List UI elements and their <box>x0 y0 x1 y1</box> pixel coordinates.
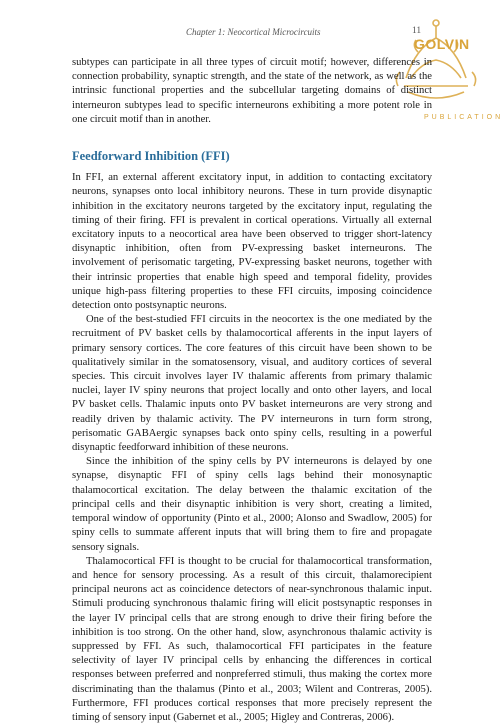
watermark-brand: GOLVIN <box>414 36 470 52</box>
paragraph: Since the inhibition of the spiny cells by PV interneurons is delayed by one synapse, disynaptic FFI of spiny cells lags behind their monosynaptic thalamocortical excitation. The delay between the thalamic excitation of the principal cells and their disynaptic inhibition is very short, creating a limited, temporal window of opportunity (Pinto et al., 2000; Alonso and Swadlow, 2005) for spiny cells to summate afferent inputs that will bring them to fire and propagate sensory signals. <box>72 456 432 553</box>
section-heading: Feedforward Inhibition (FFI) <box>72 149 230 164</box>
page-number: 11 <box>412 26 422 36</box>
paragraph: One of the best-studied FFI circuits in the neocortex is the one mediated by the recruitment of PV basket cells by thalamocortical afferents in the input layers of primary sensory cortices. The core features of this circuit have been shown to be qualitatively similar in the somatosensory, visual, and auditory cortices of several species. This circuit involves layer IV thalamic afferents from primary thalamic nuclei, layer IV spiny neurons that project locally and onto other layers, and local PV basket cells. Thalamic inputs onto PV basket interneurons are very strong and readily driven by thalamic activity. The PV interneurons in turn form strong, perisomatic GABAergic synapses back onto spiny cells, resulting in a powerful disynaptic feedforward inhibition of these neurons. <box>72 314 432 454</box>
paragraph: Thalamocortical FFI is thought to be crucial for thalamocortical transformation, and hence for sensory processing. As a result of this circuit, thalamorecipient principal neurons act as coincidence detectors of near-synchronous thalamic input. Stimuli producing synchronous thalamic firing will elicit postsynaptic responses in the layer IV principal cells that are strong enough to drive their firing before the inhibition is too strong. On the other hand, slow, asynchronous thalamic activity is suppressed by FFI. As such, thalamocortical FFI participates in the feature selectivity of layer IV principal cells by enhancing the differences in cortical responses between preferred and nonpreferred stimuli, thus making the cortex more discriminating than the thalamus (Pinto et al., 2003; Wilent and Contreras, 2005). Furthermore, FFI produces cortical responses that more precisely represent the timing of sensory input (Gabernet et al., 2005; Higley and Contreras, 2006). <box>72 555 432 723</box>
body-text <box>72 56 432 725</box>
watermark-subtitle: PUBLICATION <box>424 114 503 121</box>
running-head: Chapter 1: Neocortical Microcircuits <box>186 27 321 37</box>
intro-paragraph: subtypes can participate in all three types of circuit motif; however, differences in connection probability, synaptic strength, and the state of the network, as well as the intrinsic functional properties and the subcellular targeting domains of distinct interneuron subtypes lead to specific interneurons exhibiting a more potent role in one circuit motif than in another. <box>72 57 432 125</box>
paragraph: In FFI, an external afferent excitatory input, in addition to contacting excitatory neurons, synapses onto local inhibitory neurons. These in turn provide disynaptic inhibition in the excitatory neurons targeted by the excitatory input, regulating the timing of their firing. FFI is prevalent in cortical operations. Virtually all external excitatory inputs to a neocortical area have been observed to trigger short-latency disynaptic inhibition, often from PV-expressing basket interneurons. The involvement of perisomatic targeting, PV-expressing basket neurons, together with their intrinsic properties that enable high speed and temporal fidelity, provides unique high-pass filtering properties to these FFI circuits, imposing coincidence detection onto postsynaptic neurons. <box>72 172 432 312</box>
